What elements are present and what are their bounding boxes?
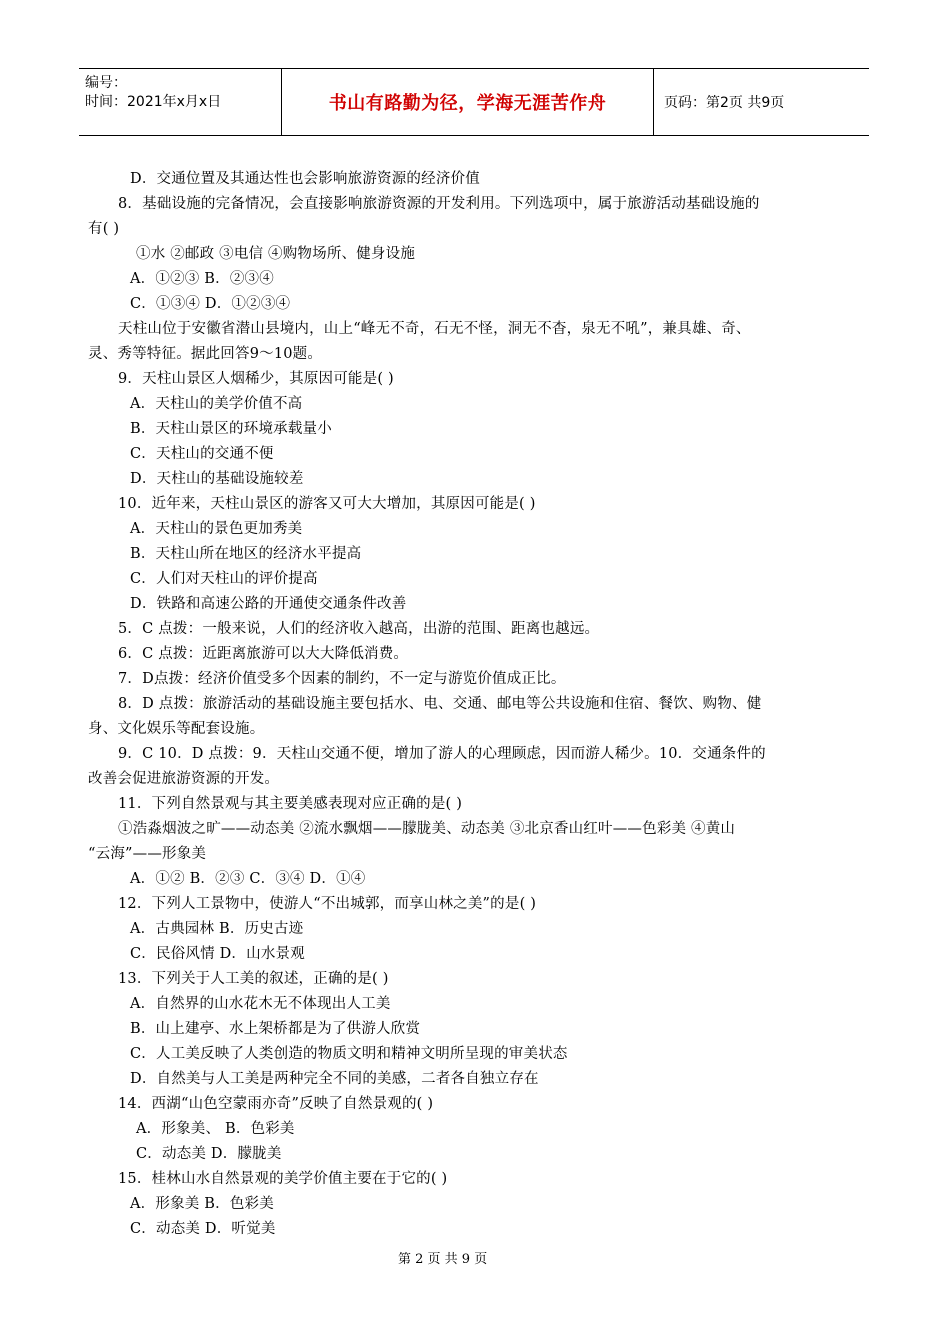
text-line: 9．C 10．D 点拨：9．天柱山交通不便，增加了游人的心理顾虑，因而游人稀少。10．交通条件的 <box>118 746 766 762</box>
text-line: C．人们对天柱山的评价提高 <box>130 571 318 587</box>
text-line: 有( ) <box>88 221 120 237</box>
text-line: C．民俗风情 D．山水景观 <box>130 946 305 962</box>
text-line: 8．基础设施的完备情况，会直接影响旅游资源的开发利用。下列选项中，属于旅游活动基础设施的 <box>118 196 760 212</box>
text-line: C．人工美反映了人类创造的物质文明和精神文明所呈现的审美状态 <box>130 1046 568 1062</box>
text-line: D．自然美与人工美是两种完全不同的美感，二者各自独立存在 <box>130 1071 539 1087</box>
text-line: 5．C 点拨：一般来说，人们的经济收入越高，出游的范围、距离也越远。 <box>118 621 600 637</box>
text-line: A．自然界的山水花木无不体现出人工美 <box>130 996 391 1012</box>
page-header <box>79 68 869 136</box>
text-line: ①浩淼烟波之旷——动态美 ②流水飘烟——朦胧美、动态美 ③北京香山红叶——色彩美 ④黄山 <box>118 821 736 837</box>
text-line: 10．近年来，天柱山景区的游客又可大大增加，其原因可能是( ) <box>118 496 536 512</box>
motto: 书山有路勤为径，学海无涯苦作舟 <box>282 69 654 135</box>
text-line: A．①② B．②③ C．③④ D．①④ <box>130 871 366 887</box>
text-line: A．天柱山的景色更加秀美 <box>130 521 303 537</box>
text-line: A．古典园林 B．历史古迹 <box>130 921 304 937</box>
text-line: 14．西湖“山色空蒙雨亦奇”反映了自然景观的( ) <box>118 1096 434 1112</box>
time-label: 时间：2021年x月x日 <box>85 94 222 110</box>
header-left-cell <box>79 69 282 135</box>
text-line: D．铁路和高速公路的开通使交通条件改善 <box>130 596 407 612</box>
text-line: 天柱山位于安徽省潜山县境内，山上“峰无不奇，石无不怪，洞无不杳，泉无不吼”，兼具雄、奇、 <box>118 321 751 337</box>
text-line: A．天柱山的美学价值不高 <box>130 396 303 412</box>
document-body <box>88 167 860 1242</box>
page-footer: 第 2 页 共 9 页 <box>398 1252 488 1267</box>
text-line: D．交通位置及其通达性也会影响旅游资源的经济价值 <box>130 171 480 187</box>
text-line: 6．C 点拨：近距离旅游可以大大降低消费。 <box>118 646 409 662</box>
text-line: 8．D 点拨：旅游活动的基础设施主要包括水、电、交通、邮电等公共设施和住宿、餐饮、购物、健 <box>118 696 762 712</box>
text-line: A．形象美、 B．色彩美 <box>136 1121 295 1137</box>
text-line: B．天柱山景区的环境承载量小 <box>130 421 332 437</box>
page-info: 页码：第2页 共9页 <box>664 95 785 111</box>
text-line: B．天柱山所在地区的经济水平提高 <box>130 546 362 562</box>
text-line: A．①②③ B．②③④ <box>130 271 274 287</box>
text-line: 11．下列自然景观与其主要美感表现对应正确的是( ) <box>118 796 463 812</box>
text-line: 身、文化娱乐等配套设施。 <box>88 721 265 737</box>
text-line: 改善会促进旅游资源的开发。 <box>88 771 280 787</box>
text-line: C．天柱山的交通不便 <box>130 446 274 462</box>
text-line: 13．下列关于人工美的叙述，正确的是( ) <box>118 971 389 987</box>
code-label: 编号： <box>85 75 127 91</box>
text-line: D．天柱山的基础设施较差 <box>130 471 304 487</box>
text-line: 7．D点拨：经济价值受多个因素的制约，不一定与游览价值成正比。 <box>118 671 566 687</box>
text-line: A．形象美 B．色彩美 <box>130 1196 274 1212</box>
text-line: B．山上建亭、水上架桥都是为了供游人欣赏 <box>130 1021 421 1037</box>
text-line: 9．天柱山景区人烟稀少，其原因可能是( ) <box>118 371 394 387</box>
text-line: 灵、秀等特征。据此回答9～10题。 <box>88 346 323 362</box>
text-line: “云海”——形象美 <box>88 846 207 862</box>
text-line: 15．桂林山水自然景观的美学价值主要在于它的( ) <box>118 1171 448 1187</box>
text-line: 12．下列人工景物中，使游人“不出城郭，而享山林之美”的是( ) <box>118 896 537 912</box>
text-line: C．动态美 D．听觉美 <box>130 1221 276 1237</box>
text-line: ①水 ②邮政 ③电信 ④购物场所、健身设施 <box>136 246 416 262</box>
text-line: C．动态美 D．朦胧美 <box>136 1146 282 1162</box>
text-line: C．①③④ D．①②③④ <box>130 296 291 312</box>
